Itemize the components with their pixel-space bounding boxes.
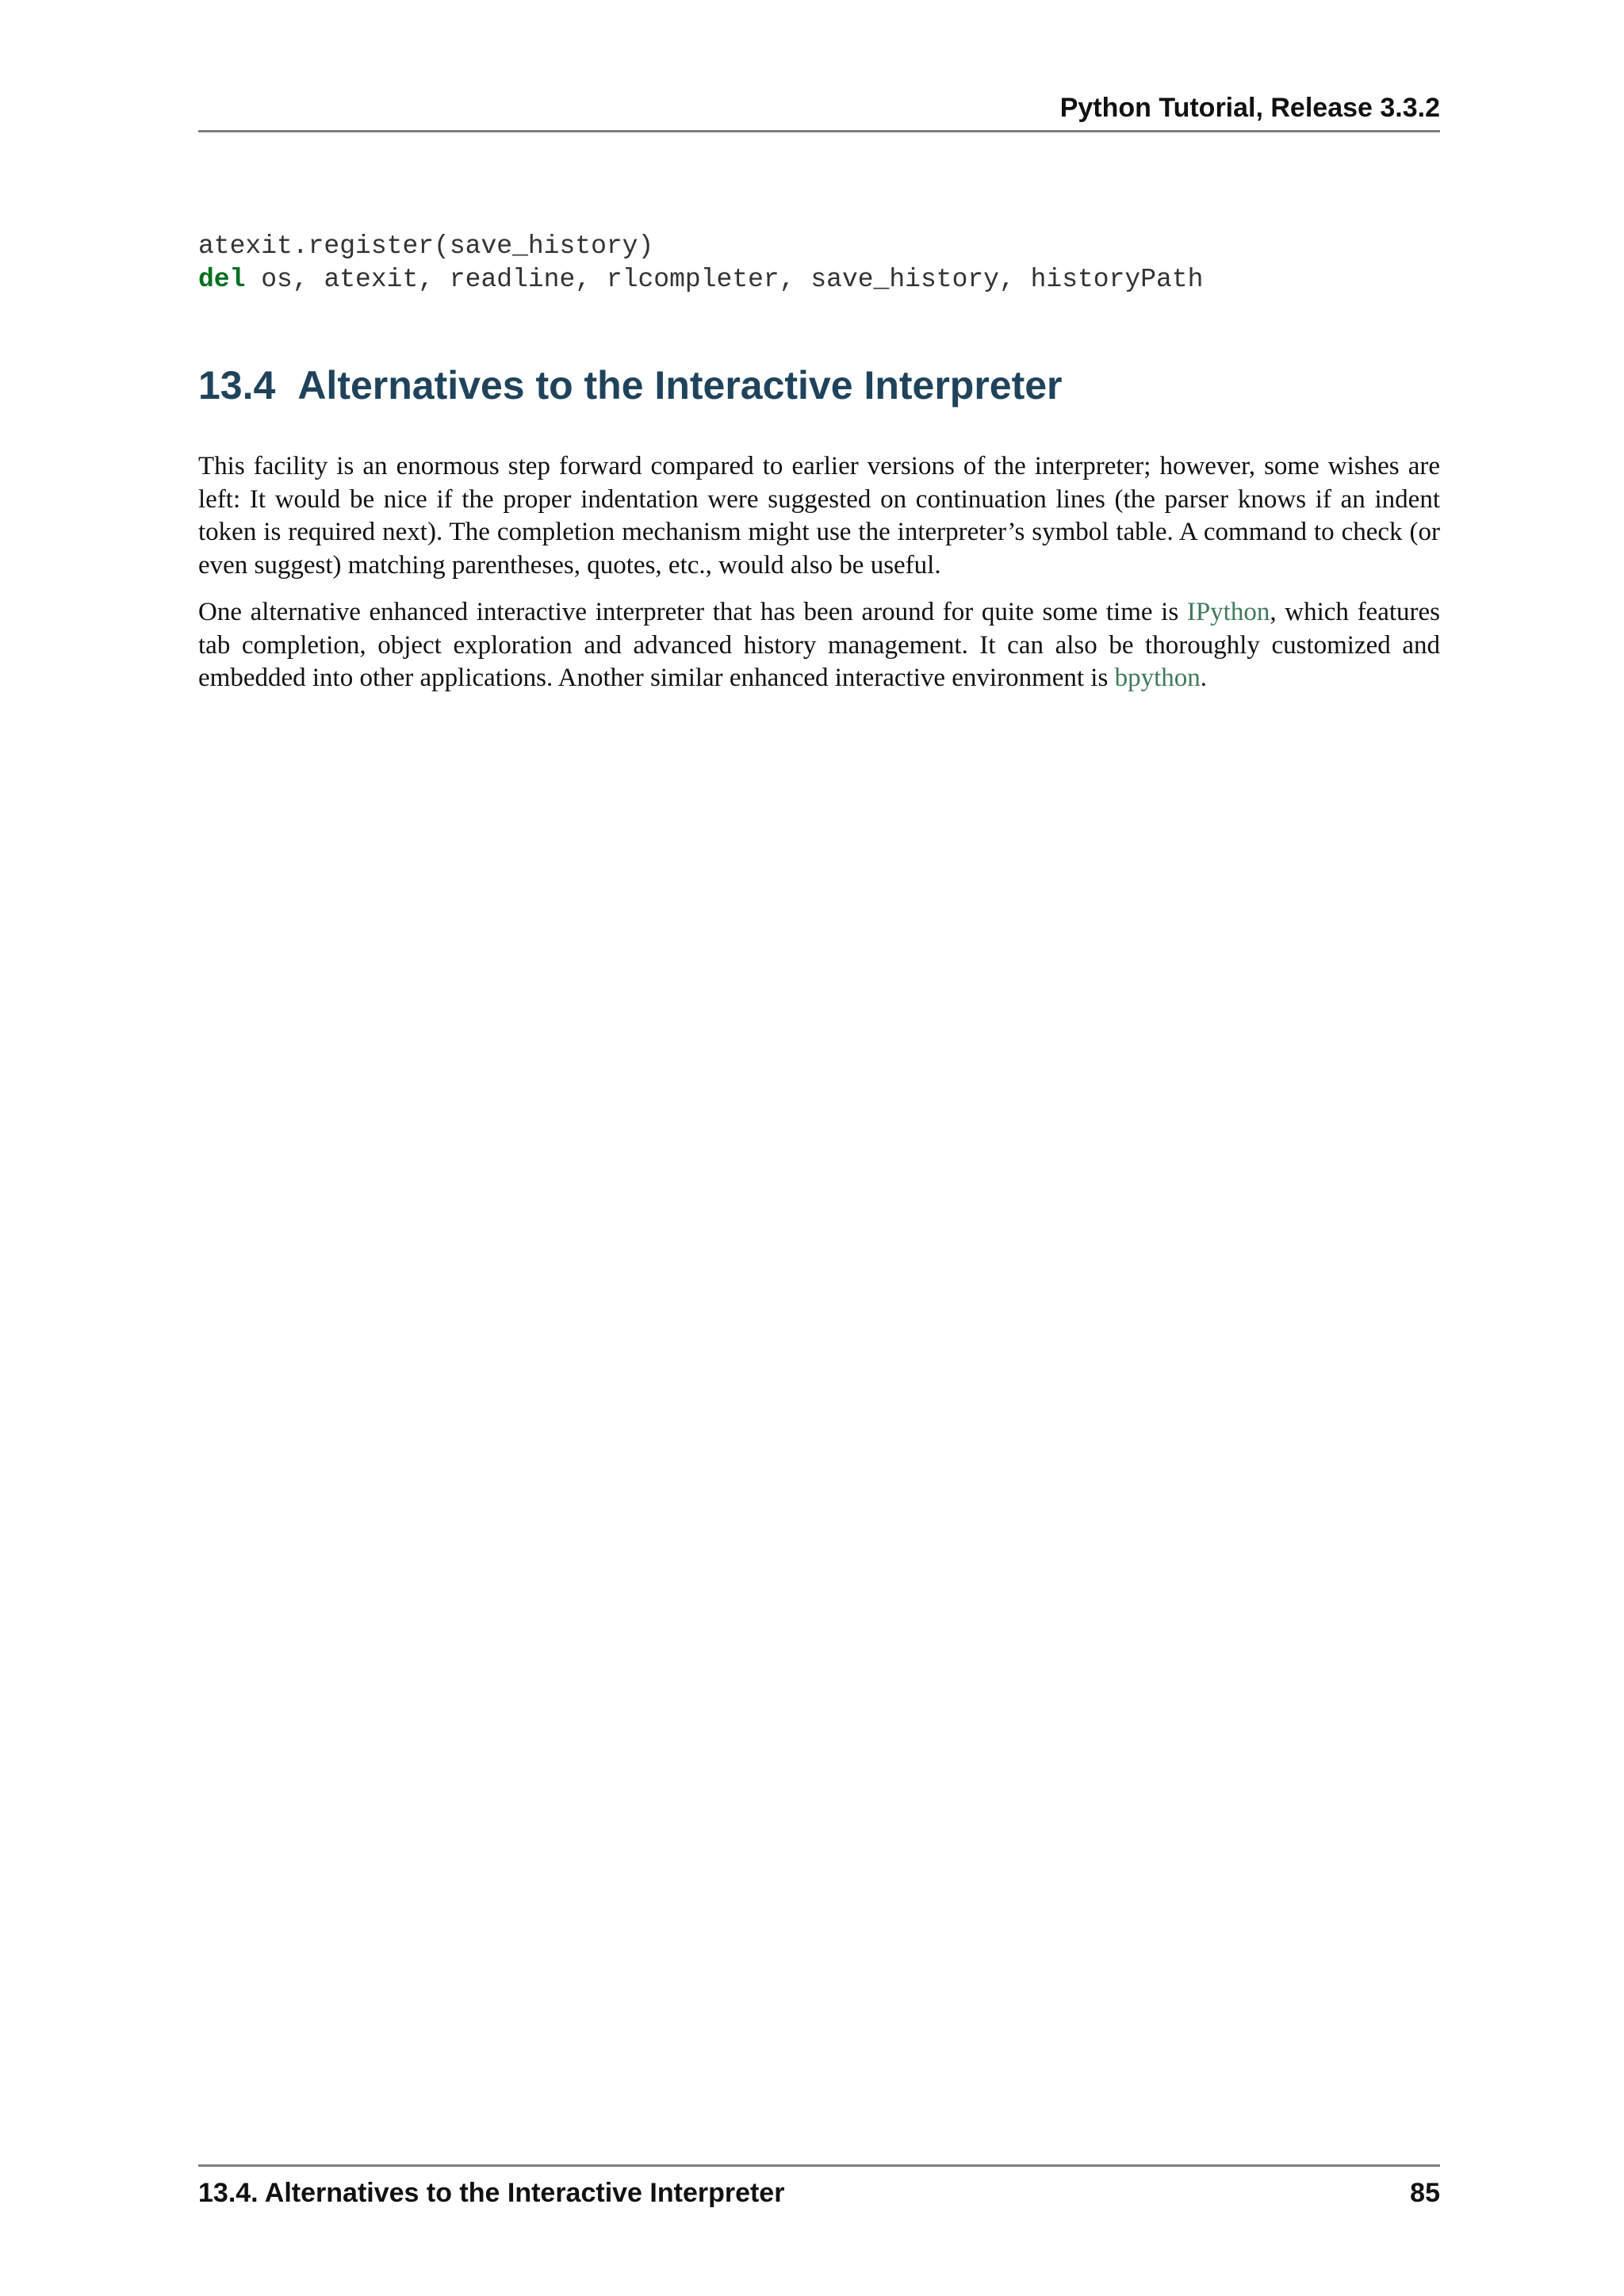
- page-number: 85: [1410, 2178, 1440, 2208]
- code-line: [198, 263, 1440, 297]
- running-header-title: Python Tutorial, Release 3.3.2: [1059, 93, 1440, 123]
- section-heading: [198, 354, 1440, 417]
- paragraph-text: , which features tab completion, object exploration and advanced history management. It can also be thoroughly customized and embedded into other applications. Another similar enhanced interactive environment is: [198, 598, 1440, 692]
- paragraph: [198, 596, 1440, 695]
- page-footer: [198, 2164, 1440, 2221]
- ipython-link[interactable]: IPython: [1186, 598, 1270, 626]
- code-line: [198, 230, 1440, 263]
- section-body: [198, 450, 1440, 710]
- code-keyword: del: [198, 265, 246, 294]
- footer-section-label: 13.4. Alternatives to the Interactive Interpreter: [198, 2178, 785, 2208]
- code-text: atexit.register(save_history): [198, 232, 654, 261]
- page-header: [198, 87, 1440, 132]
- bpython-link[interactable]: bpython: [1114, 664, 1201, 692]
- code-block: [198, 230, 1440, 297]
- paragraph-text: .: [1200, 664, 1207, 692]
- section-title: Alternatives to the Interactive Interpreter: [297, 363, 1063, 408]
- paragraph-text: One alternative enhanced interactive interpreter that has been around for quite some time is: [198, 598, 1187, 626]
- paragraph: This facility is an enormous step forward compared to earlier versions of the interpreter; however, some wishes are left: It would be nice if the proper indentation were suggested on continuation lines (the parser knows if an indent token is required next). The completion mechanism might use the interpreter’s symbol table. A command to check (or even suggest) matching parentheses, quotes, etc., would also be useful.: [198, 452, 1440, 580]
- code-text: os, atexit, readline, rlcompleter, save_history, historyPath: [245, 265, 1204, 294]
- section-number: 13.4: [198, 363, 276, 408]
